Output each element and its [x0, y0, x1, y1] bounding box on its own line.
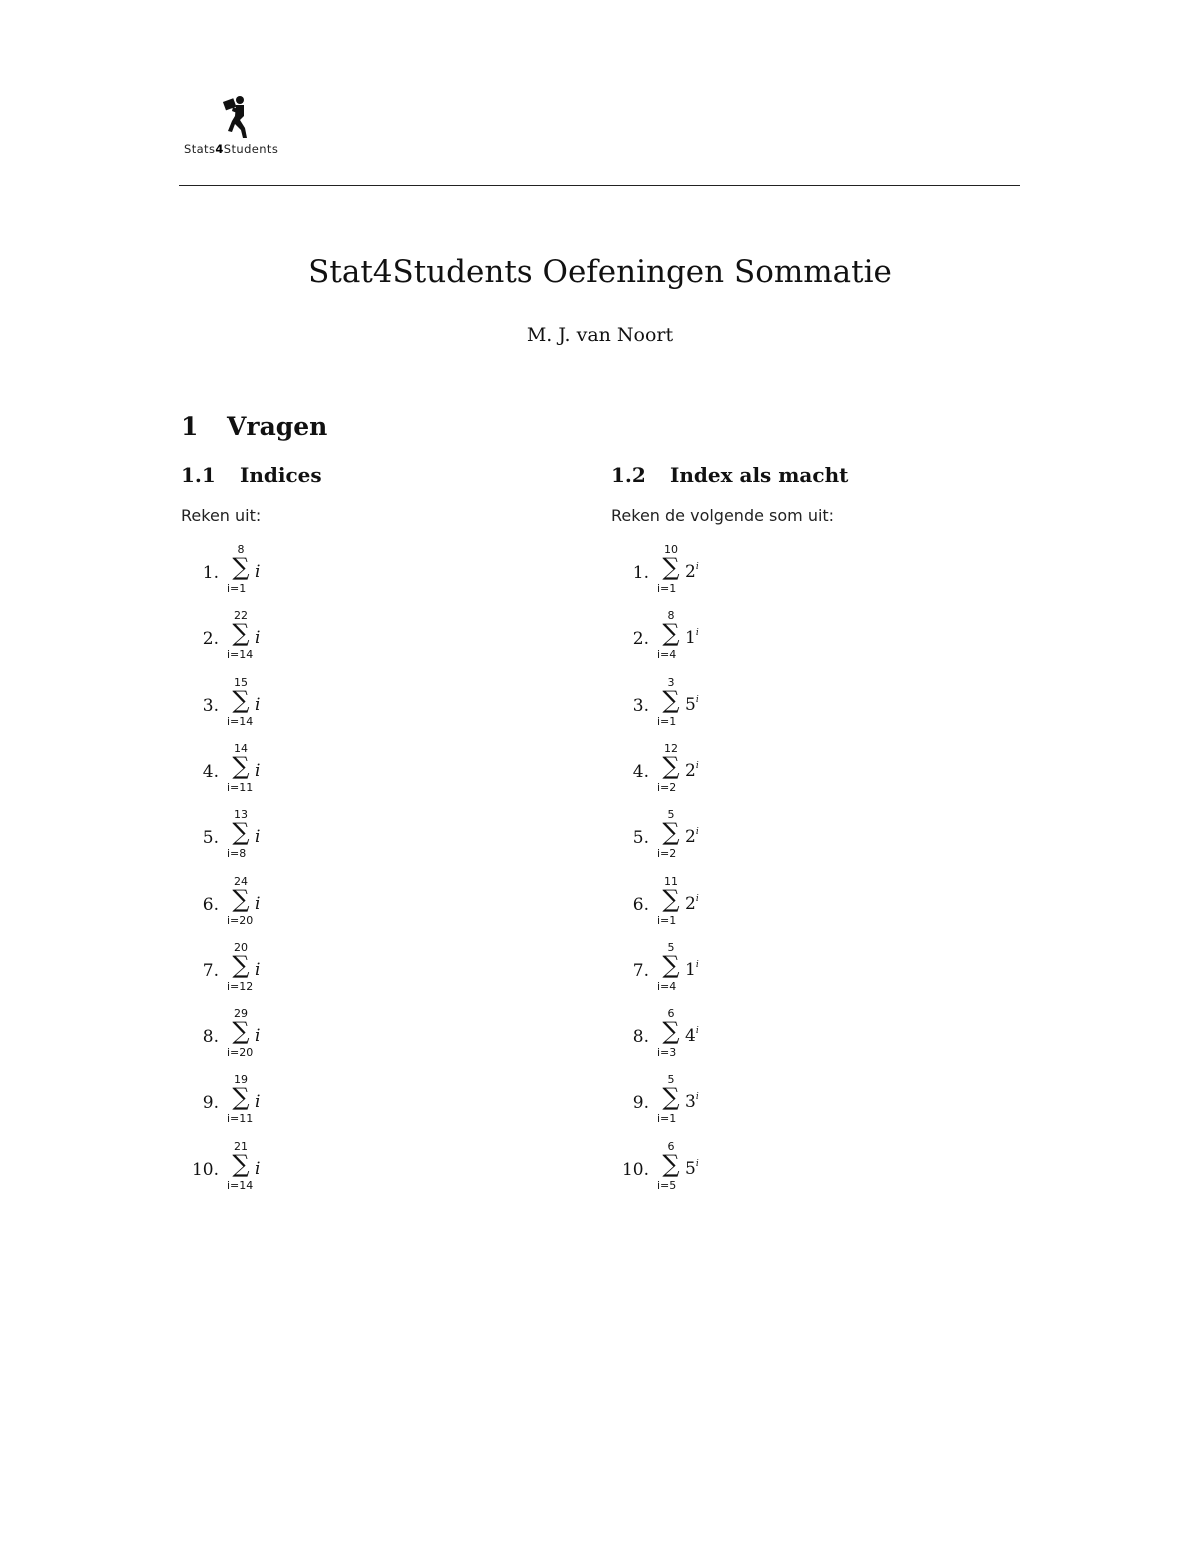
power-term	[685, 562, 699, 582]
summation	[229, 1140, 269, 1200]
exercise-number: 10.	[191, 1159, 219, 1180]
exercise-number: 1.	[632, 563, 649, 583]
subsection-heading	[181, 463, 581, 493]
exercise-number: 8.	[202, 1027, 219, 1048]
lower-limit: i=3	[657, 1046, 677, 1060]
upper-limit: 14	[234, 741, 248, 755]
power-term	[685, 1159, 699, 1179]
exercise-number: 8.	[632, 1027, 649, 1048]
sigma-icon: ∑	[232, 685, 250, 714]
upper-limit: 3	[667, 675, 675, 689]
summation	[659, 676, 699, 736]
exercise-item	[181, 941, 581, 1001]
upper-limit: 5	[667, 1073, 675, 1087]
exercise-item	[611, 1007, 1011, 1067]
lower-limit: i=2	[657, 847, 677, 861]
upper-limit: 8	[237, 543, 245, 556]
lower-limit: i=14	[227, 648, 254, 662]
summand: i	[255, 959, 261, 980]
summand: i	[255, 893, 261, 914]
subsection-heading	[611, 463, 1011, 493]
summation	[229, 543, 269, 603]
sigma-icon: ∑	[662, 751, 680, 780]
exercise-number: 9.	[632, 1093, 649, 1114]
summation	[659, 742, 699, 802]
header-rule	[179, 185, 1020, 186]
exercise-item	[181, 742, 581, 802]
lower-limit: i=1	[657, 582, 677, 595]
sigma-icon: ∑	[232, 950, 250, 979]
summand: i	[255, 694, 261, 715]
logo-wordmark: Stats4Students	[184, 142, 279, 156]
exercise-item	[181, 875, 581, 935]
exercise-item	[181, 543, 581, 603]
power-base: 5	[685, 694, 696, 715]
subsection-index-als-macht	[611, 463, 1011, 1192]
exercise-number: 10.	[621, 1159, 649, 1180]
section-title: Vragen	[227, 412, 328, 441]
power-term	[685, 1026, 699, 1046]
sigma-icon: ∑	[662, 1083, 680, 1112]
upper-limit: 22	[234, 609, 248, 623]
power-base: 3	[685, 1092, 696, 1113]
sigma-icon: ∑	[232, 751, 250, 780]
exercise-item	[611, 742, 1011, 802]
exercise-item	[611, 1140, 1011, 1200]
power-base: 2	[685, 893, 696, 914]
summand: i	[255, 628, 261, 649]
section-number: 1	[181, 412, 199, 441]
power-base: 2	[685, 562, 696, 582]
subsection-number: 1.2	[611, 463, 646, 487]
summation	[659, 941, 699, 1001]
summation	[229, 609, 269, 669]
exercise-item	[611, 676, 1011, 736]
exercise-item	[181, 1073, 581, 1133]
lower-limit: i=5	[657, 1178, 677, 1192]
lower-limit: i=12	[227, 979, 254, 993]
power-base: 1	[685, 959, 696, 980]
power-exponent: i	[695, 893, 699, 904]
lower-limit: i=2	[657, 780, 677, 794]
power-exponent: i	[695, 1026, 699, 1037]
lower-limit: i=4	[657, 648, 677, 662]
exercise-item	[611, 941, 1011, 1001]
author: M. J. van Noort	[526, 324, 674, 346]
lower-limit: i=1	[657, 913, 677, 927]
lower-limit: i=1	[657, 1112, 677, 1126]
summation	[229, 742, 269, 802]
exercise-item	[181, 676, 581, 736]
summation	[229, 808, 269, 868]
sigma-icon: ∑	[662, 884, 680, 913]
lower-limit: i=14	[227, 714, 254, 728]
lower-limit: i=11	[227, 1112, 254, 1126]
exercise-item	[611, 543, 1011, 603]
summand: i	[255, 827, 261, 848]
upper-limit: 6	[667, 1007, 675, 1021]
upper-limit: 12	[664, 741, 678, 755]
summation	[659, 1140, 699, 1200]
upper-limit: 5	[667, 940, 675, 954]
upper-limit: 21	[234, 1139, 248, 1153]
lower-limit: i=1	[227, 582, 247, 595]
exercise-list	[611, 543, 1011, 1203]
upper-limit: 10	[664, 543, 678, 556]
exercise-number: 5.	[632, 828, 649, 849]
summation	[659, 543, 699, 603]
summand: i	[255, 1158, 261, 1179]
exercise-number: 6.	[632, 894, 649, 915]
sigma-icon: ∑	[662, 950, 680, 979]
summation	[659, 875, 699, 935]
subsection-intro: Reken uit:	[181, 506, 262, 525]
summation	[659, 1007, 699, 1067]
lower-limit: i=4	[657, 979, 677, 993]
exercise-item	[181, 808, 581, 868]
sigma-icon: ∑	[232, 1149, 250, 1178]
upper-limit: 19	[234, 1073, 248, 1087]
sigma-icon: ∑	[662, 553, 680, 581]
power-term	[685, 960, 699, 980]
sigma-icon: ∑	[662, 1017, 680, 1046]
logo	[184, 94, 288, 160]
subsection-number: 1.1	[181, 463, 216, 487]
upper-limit: 6	[667, 1139, 675, 1153]
sigma-icon: ∑	[662, 619, 680, 648]
summation	[229, 1073, 269, 1133]
lower-limit: i=20	[227, 913, 254, 927]
exercise-number: 4.	[202, 761, 219, 782]
upper-limit: 15	[234, 675, 248, 689]
exercise-item	[611, 609, 1011, 669]
power-term	[685, 628, 699, 648]
power-exponent: i	[695, 562, 699, 572]
power-exponent: i	[695, 827, 699, 838]
lower-limit: i=11	[227, 780, 254, 794]
power-term	[685, 894, 699, 914]
upper-limit: 8	[667, 609, 675, 623]
exercise-item	[611, 1073, 1011, 1133]
summand: i	[255, 1092, 261, 1113]
summand: i	[255, 562, 261, 582]
exercise-number: 7.	[632, 960, 649, 981]
power-base: 2	[685, 760, 696, 781]
summation	[659, 1073, 699, 1133]
summand: i	[255, 760, 261, 781]
upper-limit: 29	[234, 1007, 248, 1021]
lower-limit: i=14	[227, 1178, 254, 1192]
power-base: 1	[685, 628, 696, 649]
exercise-item	[181, 1140, 581, 1200]
exercise-number: 6.	[202, 894, 219, 915]
summation	[659, 808, 699, 868]
sigma-icon: ∑	[232, 818, 250, 847]
power-base: 2	[685, 827, 696, 848]
power-exponent: i	[695, 959, 699, 970]
upper-limit: 13	[234, 808, 248, 822]
exercise-number: 2.	[632, 629, 649, 650]
exercise-number: 2.	[202, 629, 219, 650]
exercise-item	[181, 609, 581, 669]
sigma-icon: ∑	[232, 553, 250, 581]
summand: i	[255, 1026, 261, 1047]
power-term	[685, 761, 699, 781]
upper-limit: 24	[234, 874, 248, 888]
power-term	[685, 1092, 699, 1112]
power-exponent: i	[695, 1092, 699, 1103]
sigma-icon: ∑	[232, 1017, 250, 1046]
exercise-item	[611, 808, 1011, 868]
power-exponent: i	[695, 628, 699, 639]
upper-limit: 20	[234, 940, 248, 954]
exercise-number: 3.	[632, 695, 649, 716]
power-exponent: i	[695, 1158, 699, 1169]
exercise-list	[181, 543, 581, 1203]
power-term	[685, 695, 699, 715]
power-base: 4	[685, 1026, 696, 1047]
power-term	[685, 827, 699, 847]
summation	[659, 609, 699, 669]
power-exponent: i	[695, 694, 699, 705]
sigma-icon: ∑	[232, 619, 250, 648]
summation	[229, 676, 269, 736]
stats4students-figure-icon	[220, 94, 252, 142]
subsection-title: Index als macht	[670, 463, 849, 487]
exercise-number: 1.	[202, 563, 219, 583]
power-exponent: i	[695, 760, 699, 771]
subsection-intro: Reken de volgende som uit:	[611, 506, 835, 525]
sigma-icon: ∑	[232, 884, 250, 913]
lower-limit: i=20	[227, 1046, 254, 1060]
summation	[229, 1007, 269, 1067]
exercise-number: 9.	[202, 1093, 219, 1114]
exercise-number: 4.	[632, 761, 649, 782]
exercise-number: 5.	[202, 828, 219, 849]
exercise-item	[611, 875, 1011, 935]
lower-limit: i=8	[227, 847, 247, 861]
subsection-title: Indices	[240, 463, 322, 487]
upper-limit: 11	[664, 874, 678, 888]
exercise-number: 3.	[202, 695, 219, 716]
subsection-indices	[181, 463, 581, 1192]
sigma-icon: ∑	[662, 818, 680, 847]
upper-limit: 5	[667, 808, 675, 822]
sigma-icon: ∑	[662, 685, 680, 714]
page-title: Stat4Students Oefeningen Sommatie	[308, 254, 892, 290]
exercise-number: 7.	[202, 960, 219, 981]
summation	[229, 941, 269, 1001]
exercise-item	[181, 1007, 581, 1067]
summation	[229, 875, 269, 935]
section-heading	[181, 412, 327, 441]
lower-limit: i=1	[657, 714, 677, 728]
power-base: 5	[685, 1158, 696, 1179]
sigma-icon: ∑	[232, 1083, 250, 1112]
sigma-icon: ∑	[662, 1149, 680, 1178]
